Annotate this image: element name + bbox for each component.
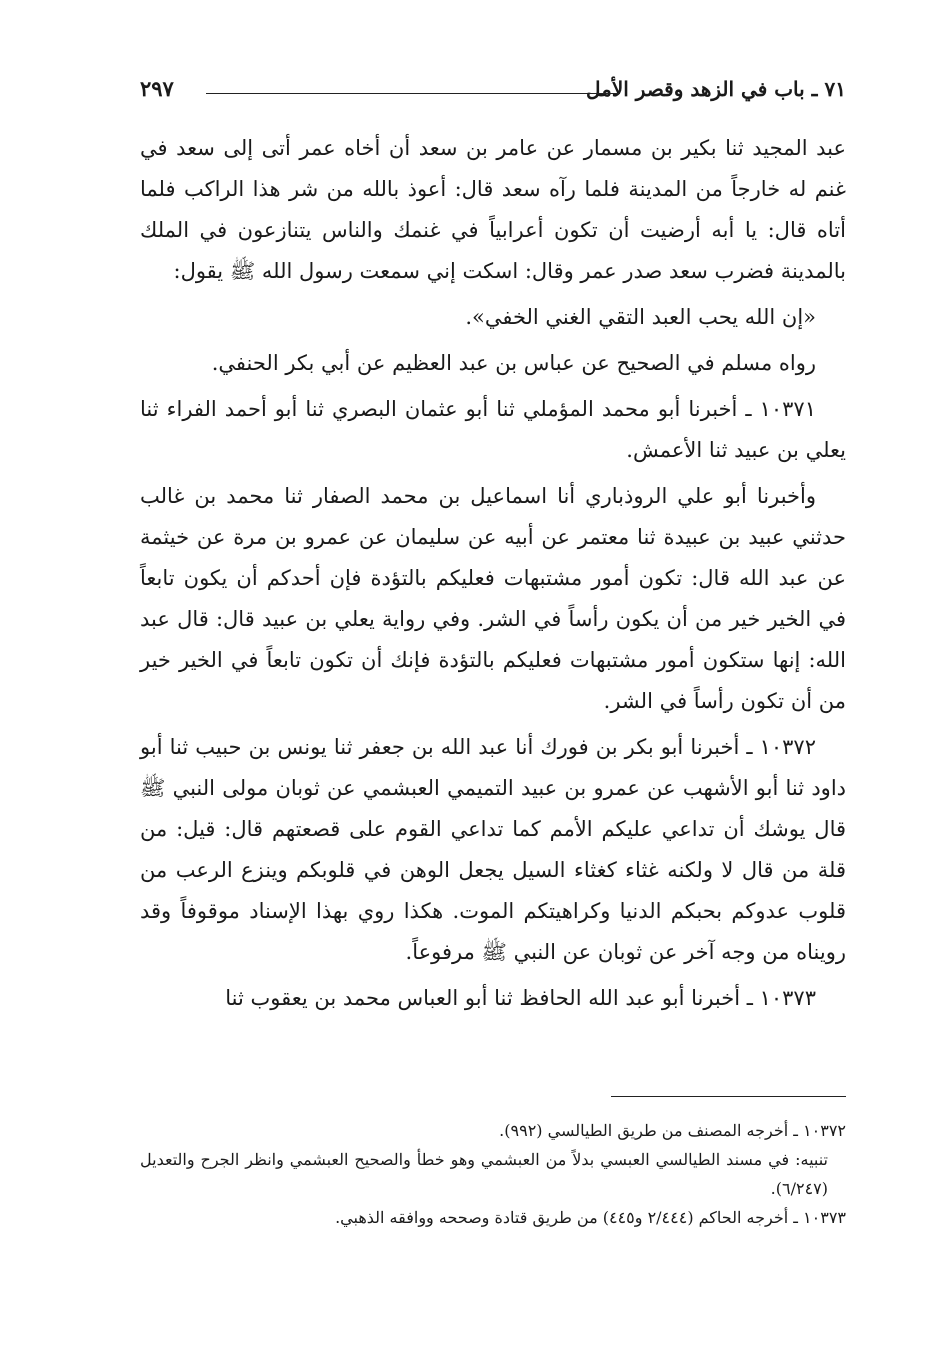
paragraph-1: عبد المجيد ثنا بكير بن مسمار عن عامر بن سعد أن أخاه عمر أتى إلى سعد في غنم له خارجاً من المدينة فلما رآه سعد قال: أعوذ بالله من شر هذا الراكب فلما أتاه قال: يا أبه أرضيت أن تكون أعرابياً في غنمك والناس يتنازعون في الملك بالمدينة فضرب سعد صدر عمر وقال: اسكت إني سمعت رسول الله ﷺ يقول:: [140, 136, 846, 283]
hadith-quote: «إن الله يحب العبد التقي الغني الخفي».: [465, 305, 816, 329]
footnote-note: تنبيه: في مسند الطيالسي العبسي بدلاً من العبشمي وهو خطأ والصحيح العبشمي وانظر الجرح والتعديل (٦/٢٤٧).: [140, 1150, 828, 1198]
footnote-10373: ١٠٣٧٣ ـ أخرجه الحاكم (٢/٤٤٤ و٤٤٥) من طريق قتادة وصححه ووافقه الذهبي.: [335, 1208, 846, 1227]
chapter-title: ٧١ ـ باب في الزهد وقصر الأمل: [586, 77, 846, 101]
main-text: [140, 128, 846, 1019]
footnote-rule: [611, 1096, 846, 1097]
paragraph-3: رواه مسلم في الصحيح عن عباس بن عبد العظيم عن أبي بكر الحنفي.: [211, 351, 816, 375]
page-number: ٢٩٧: [140, 76, 174, 101]
hadith-10372: ١٠٣٧٢ ـ أخبرنا أبو بكر بن فورك أنا عبد الله بن جعفر ثنا يونس بن حبيب ثنا أبو داود ثنا أبو الأشهب عن عمرو بن عبيد التميمي العبشمي عن ثوبان مولى النبي ﷺ قال يوشك أن تداعي عليكم الأمم كما تداعي القوم على قصعتهم قال: قيل: من قلة من قال لا ولكنه غثاء كغثاء السيل يجعل الوهن في قلوبكم وينزع الرعب من قلوب عدوكم بحبكم الدنيا وكراهيتكم الموت. هكذا روي بهذا الإسناد موقوفاً وقد رويناه من وجه آخر عن ثوبان عن النبي ﷺ مرفوعاً.: [140, 735, 846, 964]
footnotes: [140, 1116, 846, 1232]
footnote-10372: ١٠٣٧٢ ـ أخرجه المصنف من طريق الطيالسي (٩٩٢).: [499, 1121, 846, 1140]
paragraph-5: وأخبرنا أبو علي الروذباري أنا اسماعيل بن محمد الصفار ثنا محمد بن غالب حدثني عبيد بن عبيدة ثنا معتمر عن أبيه عن سليمان عن عمرو بن مرة عن خيثمة عن عبد الله قال: تكون أمور مشتبهات فعليكم بالتؤدة فإن أحدكم أن يكون تابعاً في الخير خير من أن يكون رأساً في الشر. وفي رواية يعلي بن عبيد قال: قال عبد الله: إنها ستكون أمور مشتبهات فعليكم بالتؤدة فإنك أن تكون تابعاً في الخير خير من أن تكون رأساً في الشر.: [140, 484, 846, 713]
header-rule: [206, 93, 620, 94]
hadith-10373: ١٠٣٧٣ ـ أخبرنا أبو عبد الله الحافظ ثنا أبو العباس محمد بن يعقوب ثنا: [225, 986, 816, 1010]
hadith-10371: ١٠٣٧١ ـ أخبرنا أبو محمد المؤملي ثنا أبو عثمان البصري ثنا أبو أحمد الفراء ثنا يعلي بن عبيد ثنا الأعمش.: [140, 397, 846, 462]
running-header: [140, 74, 846, 106]
